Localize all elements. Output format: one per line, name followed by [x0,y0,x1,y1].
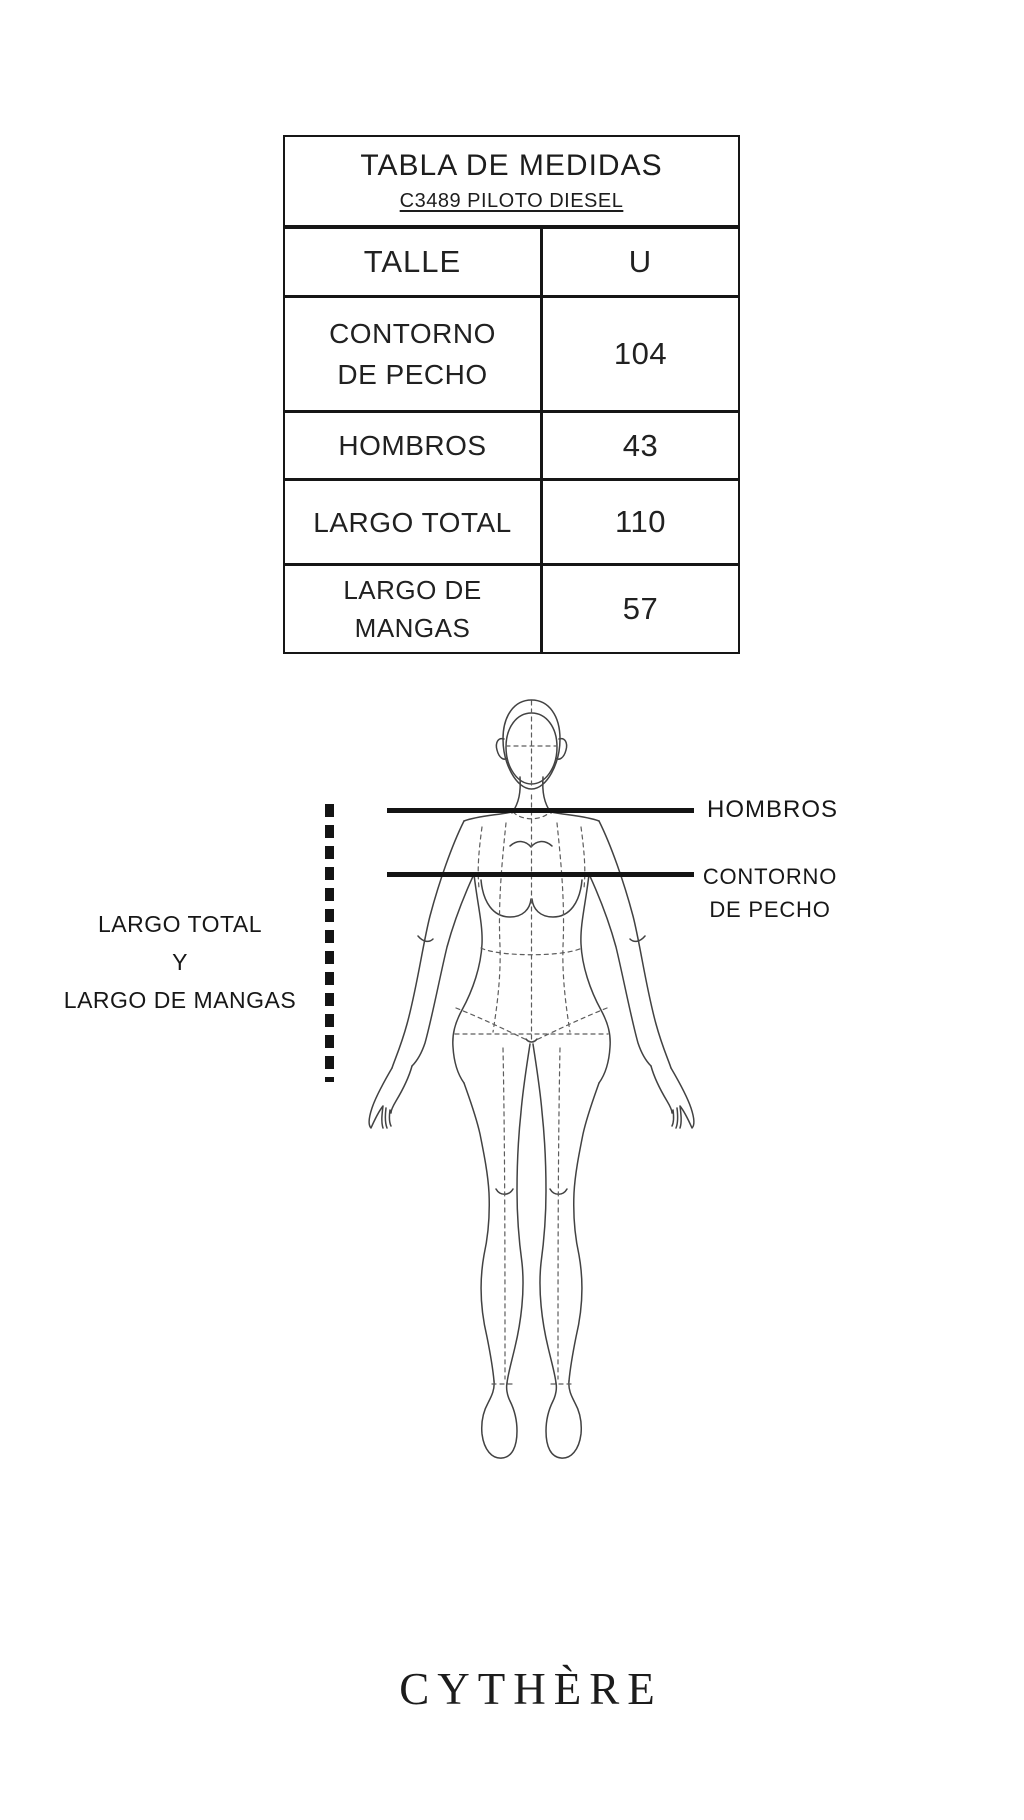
figure-left-foot [482,1381,517,1458]
row-total-length-value: 110 [615,504,666,539]
row-chest-label-cell [285,295,540,410]
chest-measure-line [387,872,694,877]
shoulders-measure-line [387,808,694,813]
row-sleeve-length-value: 57 [622,591,659,626]
row-total-length-value-cell [540,478,738,563]
row-chest-value-cell [540,295,738,410]
row-sleeve-length-label: LARGO DE MANGAS [343,575,482,643]
figure-left-leg [464,1083,494,1381]
table-title-cell [285,137,738,225]
table-title: TABLA DE MEDIDAS [360,149,663,182]
size-value-label: U [628,244,653,279]
row-chest-label: CONTORNO DE PECHO [329,318,496,390]
row-shoulders-label-cell [285,410,540,478]
row-shoulders-value: 43 [622,427,659,463]
size-header-cell [285,225,540,295]
row-sleeve-length-value-cell [540,563,738,652]
row-total-length-label-cell [285,478,540,563]
row-shoulders-value-cell [540,410,738,478]
size-value-cell [540,225,738,295]
row-sleeve-length-label-cell [285,563,540,652]
chest-measure-label: CONTORNO DE PECHO [702,864,838,922]
row-shoulders-label: HOMBROS [338,430,487,461]
size-header-label: TALLE [363,244,462,279]
row-total-length-label: LARGO TOTAL [313,506,512,538]
figure-right-foot [546,1381,581,1458]
row-chest-value: 104 [613,336,668,371]
figure-left-hand [369,1066,412,1128]
brand-wordmark: CYTHÈRE [399,1664,663,1714]
figure-right-hand [651,1066,694,1128]
figure-torso [453,874,482,1083]
table-subtitle-product-code: C3489 PILOTO DIESEL [399,190,624,212]
length-measure-label: LARGO TOTAL Y LARGO DE MANGAS [63,911,297,1013]
figure-right-leg [569,1083,599,1381]
shoulders-measure-label: HOMBROS [707,796,839,823]
measurements-table [283,135,740,654]
